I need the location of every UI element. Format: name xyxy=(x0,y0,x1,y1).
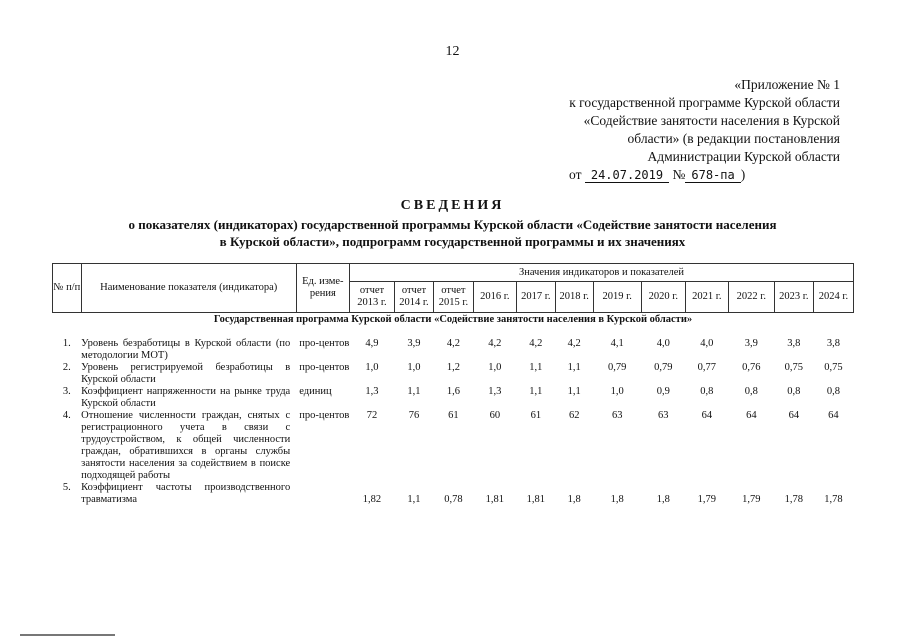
header-year: 2021 г. xyxy=(685,282,728,313)
row-name: Коэффициент частоты производственного травматизма xyxy=(81,482,291,505)
row-value: 1,82 xyxy=(362,494,382,505)
row-value: 4,2 xyxy=(488,338,502,349)
row-value: 1,1 xyxy=(567,362,581,373)
appendix-line-2: к государственной программе Курской области xyxy=(569,95,840,110)
appendix-date-line xyxy=(520,166,840,184)
appendix-line-4: области» (в редакции постановления xyxy=(627,131,840,146)
row-value: 63 xyxy=(658,410,669,421)
header-year: отчет 2015 г. xyxy=(433,282,473,313)
subtitle-line-2: в Курской области», подпрограмм государственной программы и их значениях xyxy=(219,234,686,249)
document-title: СВЕДЕНИЯ xyxy=(400,198,505,213)
header-values-group: Значения индикаторов и показателей xyxy=(349,264,853,282)
header-year: 2017 г. xyxy=(516,282,555,313)
subtitle-line-1: о показателях (индикаторах) государственной программы Курской области «Содействие занятости населения xyxy=(128,217,777,232)
row-num: 1. xyxy=(62,338,71,349)
row-value: 0,9 xyxy=(656,386,670,397)
row-name: Уровень безработицы в Курской области (по методологии МОТ) xyxy=(81,338,291,361)
row-num: 4. xyxy=(62,410,71,421)
row-unit: про-центов xyxy=(299,338,350,349)
row-value: 1,3 xyxy=(365,386,379,397)
row-value: 4,0 xyxy=(656,338,670,349)
row-value: 0,78 xyxy=(444,494,463,505)
row-value: 0,76 xyxy=(742,362,761,373)
row-value: 1,81 xyxy=(485,494,505,505)
row-value: 60 xyxy=(489,410,501,421)
row-value: 1,8 xyxy=(610,494,624,505)
row-value: 0,79 xyxy=(608,362,627,373)
header-year: 2018 г. xyxy=(555,282,593,313)
row-value: 1,3 xyxy=(488,386,502,397)
row-value: 0,75 xyxy=(784,362,804,373)
row-value: 3,8 xyxy=(787,338,801,349)
row-unit xyxy=(296,482,349,506)
row-value: 61 xyxy=(448,410,459,421)
row-value: 1,8 xyxy=(567,494,581,505)
row-value: 0,8 xyxy=(787,386,801,397)
appendix-line-1: «Приложение № 1 xyxy=(734,77,840,92)
header-year: 2016 г. xyxy=(473,282,516,313)
row-value: 1,0 xyxy=(488,362,502,373)
header-year: 2023 г. xyxy=(774,282,813,313)
header-year: 2024 г. xyxy=(813,282,853,313)
table-row xyxy=(53,362,854,386)
row-value: 4,2 xyxy=(567,338,581,349)
table-row xyxy=(53,338,854,362)
row-value: 1,78 xyxy=(824,494,843,505)
row-value: 3,9 xyxy=(407,338,421,349)
page-number: 12 xyxy=(445,44,460,59)
row-name: Уровень регистрируемой безработицы в Курской области xyxy=(81,362,291,385)
row-num: 2. xyxy=(62,362,71,373)
header-year: отчет 2014 г. xyxy=(395,282,434,313)
row-num: 5. xyxy=(62,482,71,493)
row-value: 1,0 xyxy=(407,362,421,373)
row-value: 0,77 xyxy=(697,362,716,373)
section-title: Государственная программа Курской области «Содействие занятости населения в Курской области» xyxy=(213,314,693,325)
row-value: 3,9 xyxy=(744,338,758,349)
row-value: 4,2 xyxy=(529,338,543,349)
row-value: 4,9 xyxy=(365,338,379,349)
row-value: 1,2 xyxy=(446,362,460,373)
header-year: 2020 г. xyxy=(641,282,685,313)
row-value: 1,8 xyxy=(656,494,670,505)
row-value: 63 xyxy=(611,410,623,421)
row-value: 4,1 xyxy=(610,338,624,349)
row-value: 0,8 xyxy=(700,386,714,397)
header-unit: Ед. изме-рения xyxy=(296,264,349,313)
appendix-line-5: Администрации Курской области xyxy=(647,149,840,164)
number-value: 678-па xyxy=(685,168,740,183)
indicators-table xyxy=(52,263,854,506)
appendix-header xyxy=(520,76,840,184)
row-name: Коэффициент напряженности на рынке труда Курской области xyxy=(81,386,291,409)
row-value: 61 xyxy=(530,410,542,421)
row-unit: про-центов xyxy=(299,410,350,421)
row-value: 4,0 xyxy=(700,338,714,349)
row-value: 0,75 xyxy=(824,362,843,373)
row-value: 1,81 xyxy=(526,494,545,505)
row-value: 1,6 xyxy=(446,386,460,397)
row-value: 1,0 xyxy=(365,362,379,373)
header-num: № п/п xyxy=(53,264,82,313)
row-value: 0,8 xyxy=(826,386,840,397)
number-suffix: ) xyxy=(740,167,746,182)
date-value: 24.07.2019 xyxy=(585,168,669,183)
section-row xyxy=(53,313,854,331)
row-value: 64 xyxy=(788,410,800,421)
row-value: 1,1 xyxy=(529,362,543,373)
row-value: 1,1 xyxy=(567,386,581,397)
footer-divider xyxy=(20,634,115,636)
header-year: отчет 2013 г. xyxy=(349,282,394,313)
row-value: 1,1 xyxy=(407,386,421,397)
row-value: 1,79 xyxy=(742,494,761,505)
header-name: Наименование показателя (индикатора) xyxy=(81,264,296,313)
row-unit: единиц xyxy=(299,386,332,397)
row-name: Отношение численности граждан, снятых с регистрационного учета в связи с трудоустройством, к общей численности граждан, обратившихся в органы службы занятости населения за содействием в поиске подходящей работы xyxy=(81,410,291,481)
row-num: 3. xyxy=(62,386,71,397)
row-value: 1,1 xyxy=(407,494,421,505)
table-header xyxy=(53,264,854,313)
row-value: 64 xyxy=(828,410,839,421)
row-value: 4,2 xyxy=(446,338,460,349)
header-year: 2019 г. xyxy=(593,282,641,313)
number-prefix: № xyxy=(672,167,686,182)
row-value: 0,8 xyxy=(744,386,758,397)
date-prefix: от xyxy=(569,167,582,182)
row-value: 64 xyxy=(701,410,713,421)
row-unit: про-центов xyxy=(299,362,350,373)
row-value: 0,79 xyxy=(654,362,673,373)
row-value: 76 xyxy=(408,410,420,421)
row-value: 1,78 xyxy=(784,494,804,505)
row-value: 64 xyxy=(746,410,757,421)
row-value: 3,8 xyxy=(826,338,840,349)
row-value: 1,79 xyxy=(697,494,716,505)
appendix-line-3: «Содействие занятости населения в Курской xyxy=(583,113,840,128)
document-subtitle xyxy=(60,216,845,250)
row-value: 1,1 xyxy=(529,386,543,397)
header-year: 2022 г. xyxy=(728,282,774,313)
table-row xyxy=(53,482,854,506)
row-value: 1,0 xyxy=(610,386,624,397)
table-row xyxy=(53,386,854,410)
row-value: 72 xyxy=(366,410,378,421)
table-row xyxy=(53,410,854,482)
row-value: 62 xyxy=(568,410,580,421)
